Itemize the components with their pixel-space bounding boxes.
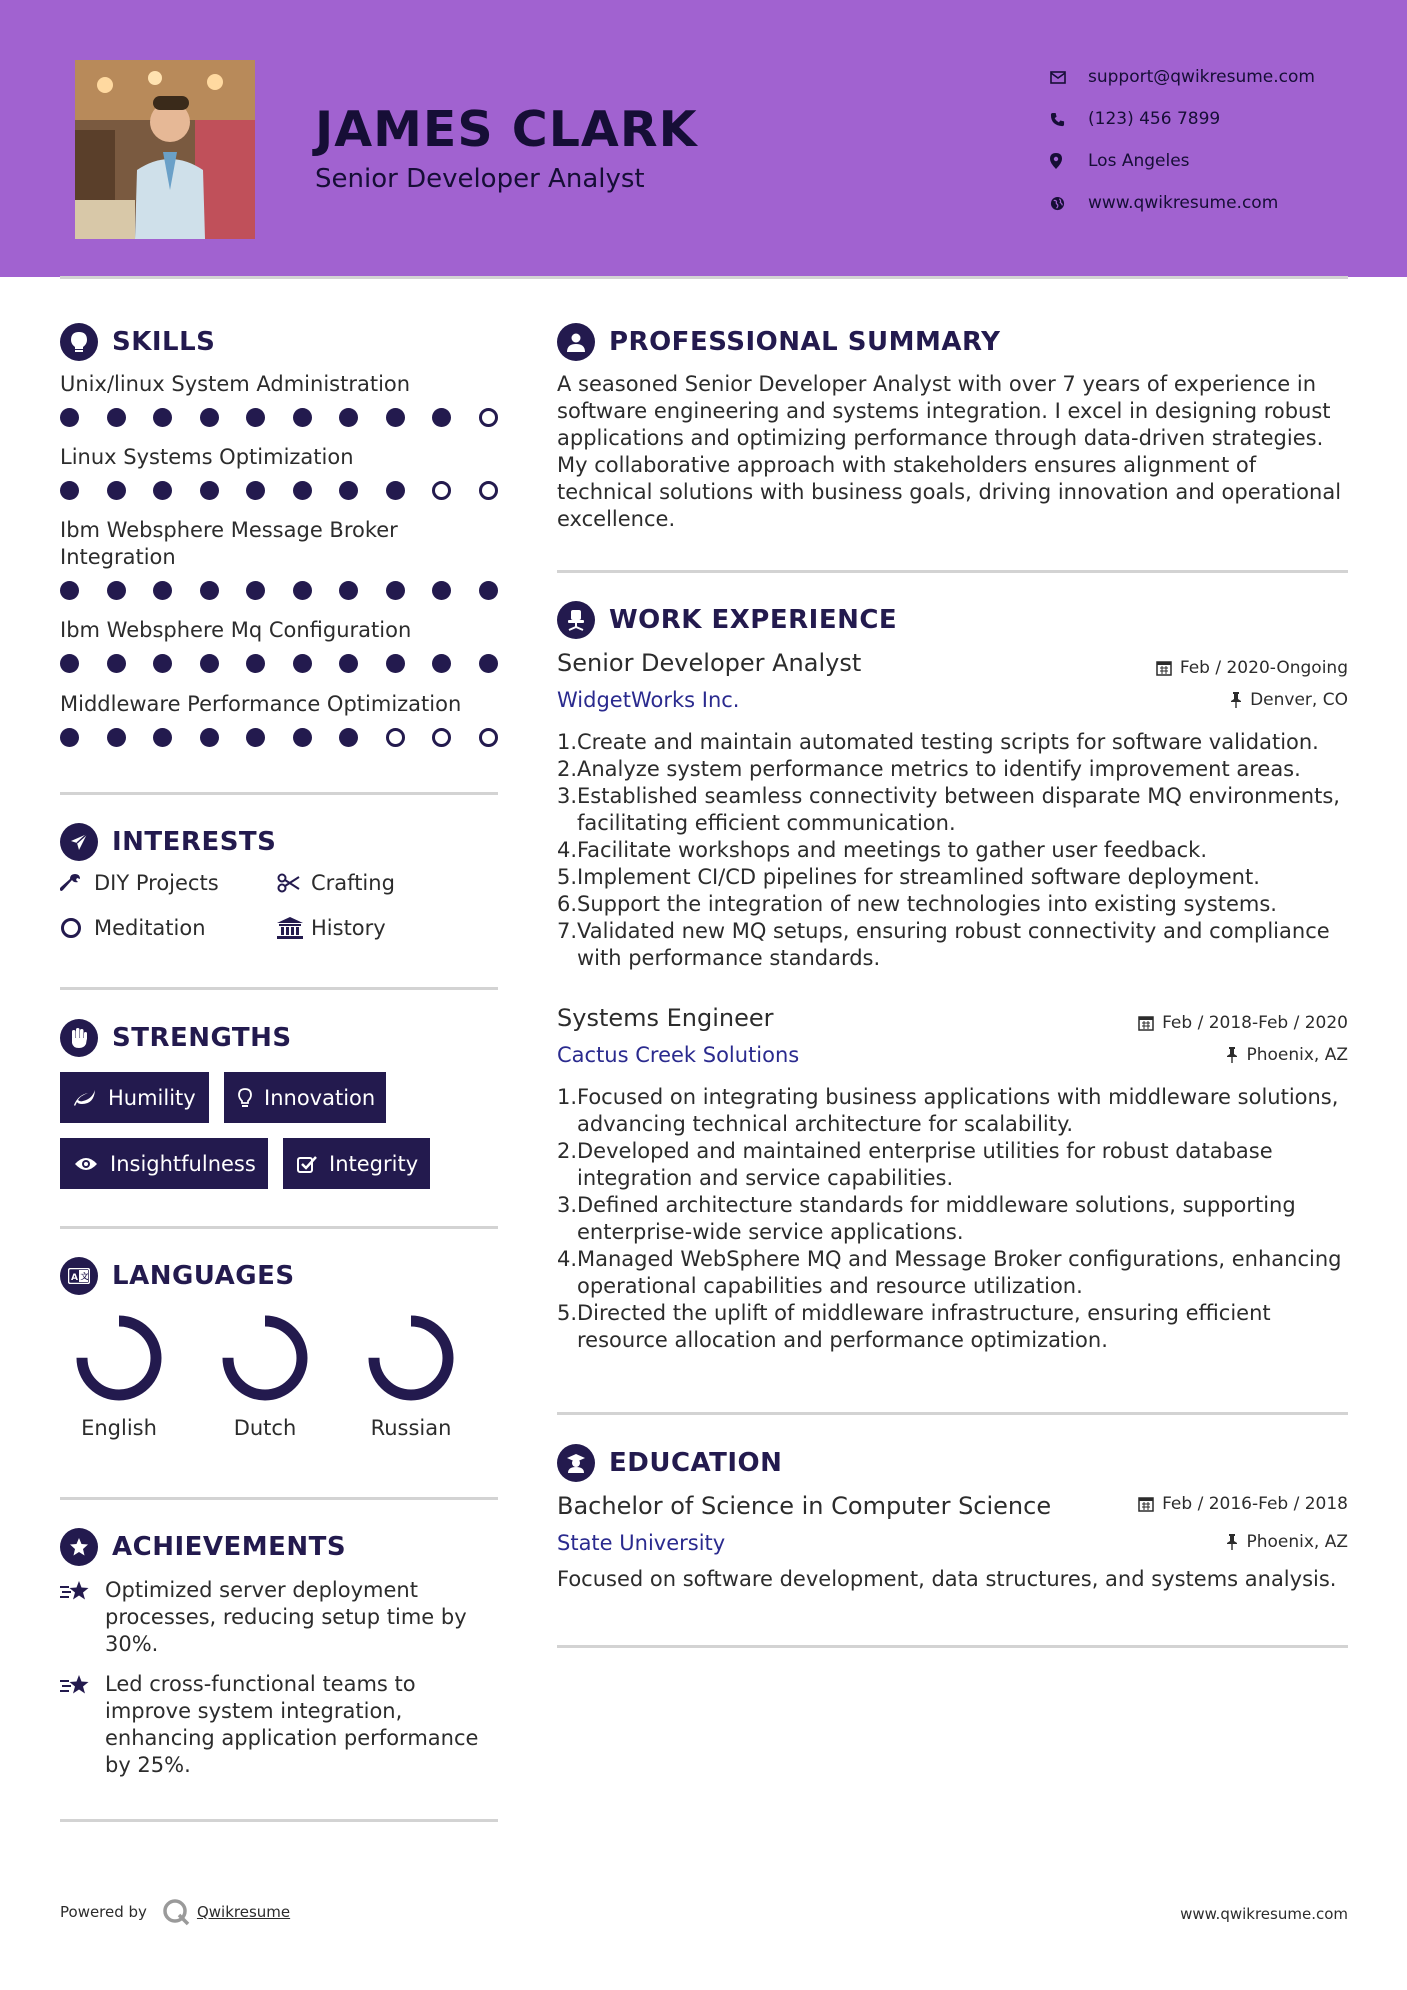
rating-dot-filled [200, 654, 219, 673]
rating-dot-filled [200, 581, 219, 600]
footer-website[interactable]: www.qwikresume.com [1180, 1905, 1348, 1923]
job-location: Denver, CO [1230, 690, 1348, 710]
rating-dot-filled [293, 654, 312, 673]
rating-dot-filled [246, 581, 265, 600]
museum-icon [277, 917, 311, 939]
leaf-icon [74, 1089, 96, 1107]
job-title: Senior Developer Analyst [557, 649, 862, 677]
section-divider [557, 570, 1348, 573]
candidate-name: JAMES CLARK [315, 101, 698, 158]
eye-icon [74, 1156, 98, 1172]
rating-dot-filled [293, 728, 312, 747]
rating-dot-filled [386, 408, 405, 427]
rating-dot-filled [246, 408, 265, 427]
strength-chip: Insightfulness [60, 1138, 268, 1189]
language-item: Russian [351, 1310, 471, 1440]
language-level-ring [363, 1310, 459, 1406]
skill-rating [60, 728, 525, 747]
rating-dot-filled [339, 581, 358, 600]
rating-dot-filled [200, 481, 219, 500]
responsibility-item: 4. Facilitate workshops and meetings to gather user feedback. [557, 838, 1208, 862]
rating-dot-filled [293, 408, 312, 427]
company-name: WidgetWorks Inc. [557, 688, 740, 712]
rating-dot-filled [153, 408, 172, 427]
rating-dot-filled [386, 654, 405, 673]
candidate-role: Senior Developer Analyst [315, 164, 645, 194]
qwikresume-logo-icon [161, 1897, 191, 1927]
interest-item: History [277, 916, 386, 940]
check-square-icon [297, 1155, 317, 1173]
education-dates: Feb / 2016-Feb / 2018 [1138, 1494, 1348, 1514]
responsibility-item: 7. Validated new MQ setups, ensuring robust connectivity and compliance with performance standards. [557, 919, 1330, 970]
job-dates: Feb / 2020-Ongoing [1156, 658, 1348, 678]
resume-header [0, 0, 1407, 277]
rating-dot-filled [60, 581, 79, 600]
responsibility-item: 2. Analyze system performance metrics to identify improvement areas. [557, 757, 1301, 781]
rating-dot-filled [60, 654, 79, 673]
rating-dot-filled [200, 728, 219, 747]
contact-website[interactable]: www.qwikresume.com [1050, 182, 1370, 224]
section-divider [60, 1226, 498, 1229]
degree-title: Bachelor of Science in Computer Science [557, 1492, 1052, 1520]
skill-item: Ibm Websphere Message Broker Integration [60, 518, 398, 569]
strength-chip: Innovation [224, 1072, 386, 1123]
responsibility-item: 3. Established seamless connectivity between disparate MQ environments, facilitating efficient communication. [557, 784, 1340, 835]
skill-rating [60, 581, 525, 600]
circle-icon [60, 917, 94, 939]
rating-dot-filled [432, 581, 451, 600]
rating-dot-filled [200, 408, 219, 427]
rating-dot-empty [479, 481, 498, 500]
rating-dot-filled [246, 654, 265, 673]
rating-dot-filled [339, 654, 358, 673]
skill-rating [60, 408, 525, 427]
profile-photo [75, 60, 255, 239]
svg-text:文: 文 [80, 1272, 89, 1281]
rating-dot-filled [293, 581, 312, 600]
rating-dot-filled [432, 654, 451, 673]
responsibility-item: 4. Managed WebSphere MQ and Message Broker configurations, enhancing operational capabilities and resource utilization. [557, 1247, 1342, 1298]
rating-dot-filled [339, 728, 358, 747]
responsibility-item: 5. Directed the uplift of middleware infrastructure, ensuring efficient resource allocation and performance optimization. [557, 1301, 1271, 1352]
rating-dot-filled [432, 408, 451, 427]
skill-item: Ibm Websphere Mq Configuration [60, 618, 412, 642]
school-name: State University [557, 1531, 726, 1555]
pushpin-icon [1226, 1534, 1238, 1550]
rating-dot-filled [107, 581, 126, 600]
rating-dot-filled [60, 408, 79, 427]
responsibility-item: 1. Focused on integrating business applications with middleware solutions, advancing technical architecture for scalability. [557, 1085, 1339, 1136]
fist-icon [60, 1019, 98, 1057]
rating-dot-filled [153, 654, 172, 673]
interest-item: Meditation [60, 916, 206, 940]
qwikresume-link[interactable]: Qwikresume [196, 1903, 291, 1921]
strength-chip: Integrity [283, 1138, 430, 1189]
job-location: Phoenix, AZ [1226, 1045, 1348, 1065]
section-divider [557, 1645, 1348, 1648]
section-divider [60, 1497, 498, 1500]
responsibility-item: 2. Developed and maintained enterprise utilities for robust database integration and service capabilities. [557, 1139, 1273, 1190]
phone-icon [1050, 112, 1088, 127]
education-heading: EDUCATION [557, 1444, 782, 1482]
rating-dot-filled [246, 728, 265, 747]
rating-dot-filled [107, 654, 126, 673]
rating-dot-filled [153, 728, 172, 747]
skill-rating [60, 654, 525, 673]
rating-dot-filled [293, 481, 312, 500]
job-responsibilities [557, 729, 1357, 972]
interest-item: Crafting [277, 871, 395, 895]
company-name: Cactus Creek Solutions [557, 1043, 800, 1067]
rating-dot-filled [339, 481, 358, 500]
skill-item: Linux Systems Optimization [60, 445, 354, 469]
contact-location: Los Angeles [1050, 140, 1370, 182]
education-description: Focused on software development, data structures, and systems analysis. [557, 1567, 1337, 1591]
shooting-star-icon [60, 1577, 105, 1658]
skills-heading: SKILLS [60, 323, 215, 361]
job-title: Systems Engineer [557, 1004, 774, 1032]
rating-dot-empty [479, 728, 498, 747]
rating-dot-filled [339, 408, 358, 427]
pushpin-icon [1230, 692, 1242, 708]
pushpin-icon [1226, 1047, 1238, 1063]
scissors-icon [277, 873, 311, 893]
office-chair-icon [557, 601, 595, 639]
interest-item: DIY Projects [60, 871, 219, 895]
globe-icon [1050, 196, 1088, 211]
wrench-icon [60, 872, 94, 894]
rating-dot-filled [246, 481, 265, 500]
footer-powered-by: Powered by Qwikresume [60, 1897, 290, 1927]
user-icon [557, 323, 595, 361]
section-divider [557, 1412, 1348, 1415]
rating-dot-filled [153, 581, 172, 600]
section-divider [60, 1819, 498, 1822]
calendar-icon [1138, 1015, 1154, 1031]
map-pin-icon [1050, 153, 1088, 169]
section-divider [60, 792, 498, 795]
graduate-icon [557, 1444, 595, 1482]
rating-dot-filled [386, 481, 405, 500]
section-divider [60, 987, 498, 990]
language-item: English [59, 1310, 179, 1440]
header-divider [60, 276, 1348, 279]
rating-dot-empty [479, 408, 498, 427]
achievement-item: Optimized server deployment processes, reducing setup time by 30%. [60, 1577, 500, 1658]
rating-dot-empty [386, 728, 405, 747]
paper-plane-icon [60, 823, 98, 861]
rating-dot-filled [479, 654, 498, 673]
responsibility-item: 6. Support the integration of new technologies into existing systems. [557, 892, 1277, 916]
lightbulb-icon [60, 323, 98, 361]
language-level-arc [374, 1321, 448, 1395]
responsibility-item: 5. Implement CI/CD pipelines for streamlined software deployment. [557, 865, 1260, 889]
rating-dot-filled [107, 728, 126, 747]
lightbulb-icon [238, 1088, 252, 1108]
calendar-icon [1156, 660, 1172, 676]
strengths-heading: STRENGTHS [60, 1019, 292, 1057]
envelope-icon [1050, 71, 1088, 84]
education-location: Phoenix, AZ [1226, 1532, 1348, 1552]
contact-phone[interactable]: (123) 456 7899 [1050, 98, 1370, 140]
experience-heading: WORK EXPERIENCE [557, 601, 897, 639]
calendar-icon [1138, 1496, 1154, 1512]
language-level-ring [217, 1310, 313, 1406]
responsibility-item: 1. Create and maintain automated testing scripts for software validation. [557, 730, 1319, 754]
summary-text: A seasoned Senior Developer Analyst with over 7 years of experience in software engineering and systems integration. I excel in designing robust applications and optimizing performance through data-driven strategies. My collaborative approach with stakeholders ensures alignment of technical solutions with business goals, driving innovation and operational excellence. [557, 372, 1342, 531]
job-responsibilities [557, 1084, 1357, 1354]
language-icon [60, 1257, 98, 1295]
rating-dot-filled [60, 728, 79, 747]
skill-item: Middleware Performance Optimization [60, 692, 462, 716]
contact-email[interactable]: support@qwikresume.com [1050, 56, 1370, 98]
achievement-item: Led cross-functional teams to improve system integration, enhancing application performance by 25%. [60, 1671, 500, 1779]
job-dates: Feb / 2018-Feb / 2020 [1138, 1013, 1348, 1033]
contact-list [1050, 56, 1370, 224]
svg-text:A: A [71, 1273, 78, 1283]
language-level-arc [228, 1321, 302, 1395]
summary-heading: PROFESSIONAL SUMMARY [557, 323, 1000, 361]
rating-dot-empty [432, 481, 451, 500]
achievements-heading: ACHIEVEMENTS [60, 1528, 346, 1566]
language-level-ring [71, 1310, 167, 1406]
rating-dot-filled [386, 581, 405, 600]
rating-dot-filled [479, 581, 498, 600]
skill-rating [60, 481, 525, 500]
star-badge-icon [60, 1528, 98, 1566]
language-level-arc [82, 1321, 156, 1395]
language-item: Dutch [205, 1310, 325, 1440]
rating-dot-filled [107, 408, 126, 427]
skill-item: Unix/linux System Administration [60, 372, 411, 396]
shooting-star-icon [60, 1671, 105, 1779]
rating-dot-filled [107, 481, 126, 500]
interests-heading: INTERESTS [60, 823, 276, 861]
rating-dot-empty [432, 728, 451, 747]
responsibility-item: 3. Defined architecture standards for middleware solutions, supporting enterprise-wide service applications. [557, 1193, 1296, 1244]
rating-dot-filled [60, 481, 79, 500]
strength-chip: Humility [60, 1072, 209, 1123]
rating-dot-filled [153, 481, 172, 500]
languages-heading: A 文 LANGUAGES [60, 1257, 295, 1295]
